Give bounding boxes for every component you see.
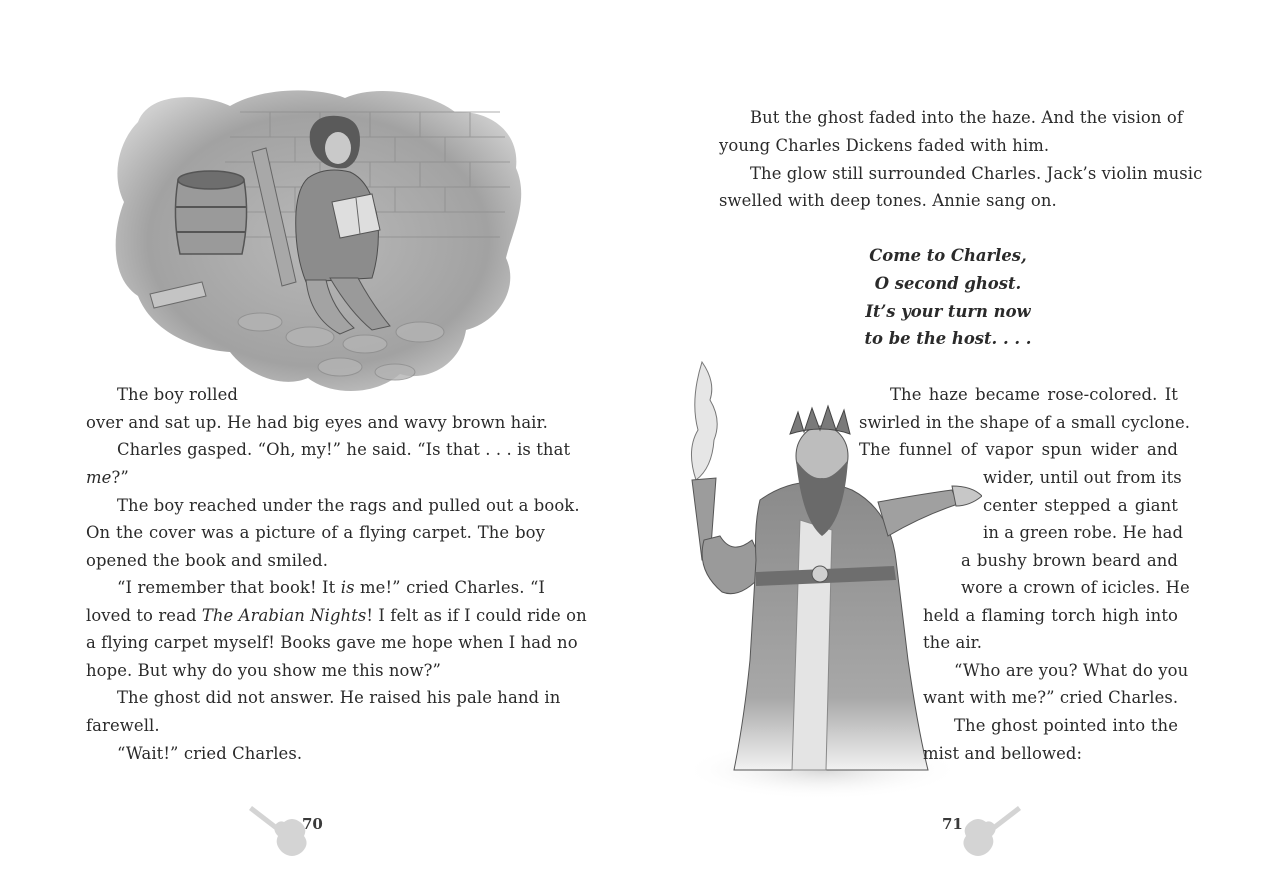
violin-icon: [952, 800, 1022, 860]
page-number: 70: [302, 815, 323, 833]
text-line: “Who are you? What do you: [954, 661, 1189, 680]
text-line: a flying carpet myself! Books gave me hope when I had no: [86, 633, 578, 652]
page-number: 71: [942, 815, 963, 833]
text-line: The glow still surrounded Charles. Jack’s violin music: [750, 164, 1203, 183]
text-line: hope. But why do you show me this now?”: [86, 661, 442, 680]
text-line: loved to read The Arabian Nights! I felt as if I could ride on: [86, 606, 587, 625]
text-line: On the cover was a picture of a flying carpet. The boy: [86, 523, 545, 542]
text-line: The boy rolled: [117, 385, 239, 404]
book-title: The Arabian Nights: [201, 606, 367, 625]
text-line: in a green robe. He had: [983, 523, 1184, 542]
text-line: want with me?” cried Charles.: [923, 688, 1179, 707]
text-line: a bushy brown beard and: [961, 551, 1178, 570]
text-line: wider, until out from its: [983, 468, 1182, 487]
text-line: opened the book and smiled.: [86, 551, 329, 570]
text-line: mist and bellowed:: [923, 744, 1083, 763]
text-line: swelled with deep tones. Annie sang on.: [719, 191, 1057, 210]
text-line: “Wait!” cried Charles.: [117, 744, 303, 763]
text-line: wore a crown of icicles. He: [961, 578, 1190, 597]
text-line: held a flaming torch high into: [923, 606, 1178, 625]
italic-word: is: [340, 578, 355, 597]
text-line: me?”: [86, 468, 129, 487]
verse-line: It’s your turn now: [865, 302, 1031, 321]
boy-reading-illustration: [110, 82, 532, 400]
text-line: But the ghost faded into the haze. And the vision of: [750, 108, 1183, 127]
text-line: The haze became rose-colored. It: [890, 385, 1178, 404]
text-line: farewell.: [86, 716, 160, 735]
text-line: the air.: [923, 633, 983, 652]
text-line: swirled in the shape of a small cyclone.: [859, 413, 1191, 432]
text-line: The funnel of vapor spun wider and: [859, 440, 1178, 459]
text-line: over and sat up. He had big eyes and wavy brown hair.: [86, 413, 548, 432]
right-page: [632, 0, 1264, 874]
italic-word: me: [86, 468, 112, 487]
text-line: young Charles Dickens faded with him.: [719, 136, 1050, 155]
text-line: Charles gasped. “Oh, my!” he said. “Is that . . . is that: [117, 440, 571, 459]
text-line: center stepped a giant: [983, 496, 1178, 515]
text-line: The ghost pointed into the: [954, 716, 1178, 735]
text-line: The boy reached under the rags and pulled out a book.: [117, 496, 580, 515]
verse-line: Come to Charles,: [869, 246, 1027, 265]
verse-line: O second ghost.: [874, 274, 1022, 293]
text-line: The ghost did not answer. He raised his pale hand in: [117, 688, 561, 707]
verse-line: to be the host. . . .: [864, 329, 1032, 348]
text-line: “I remember that book! It is me!” cried Charles. “I: [117, 578, 545, 597]
